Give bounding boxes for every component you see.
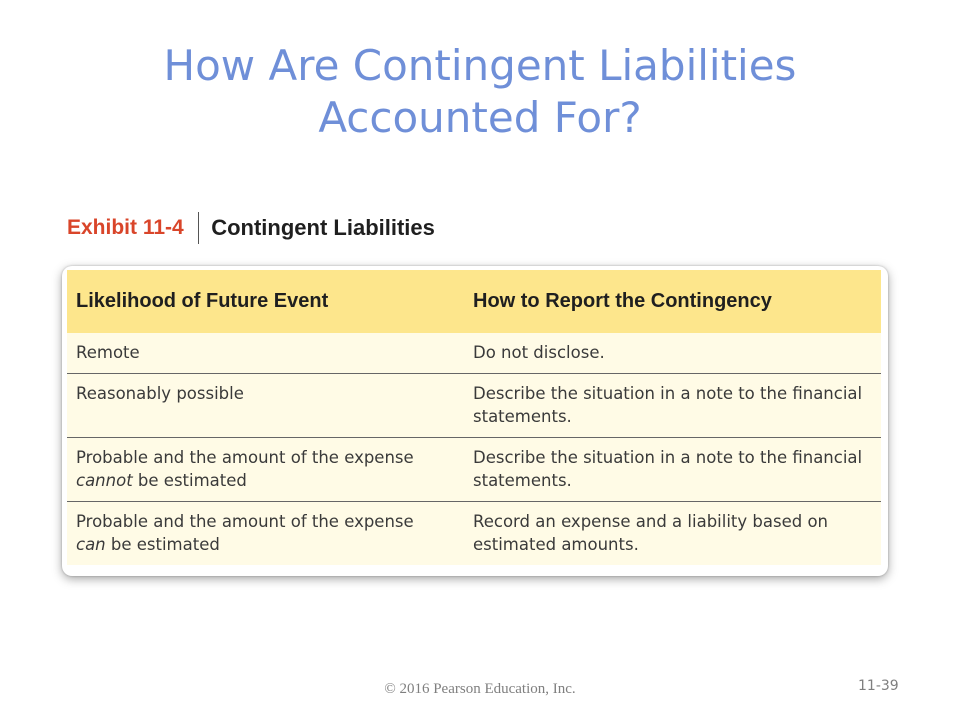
likelihood-cell [67, 502, 464, 566]
report-cell: Record an expense and a liability based on estimated amounts. [473, 512, 828, 554]
likelihood-text: Reasonably possible [76, 384, 244, 403]
table-row [67, 502, 881, 566]
slide-title-line-2: Accounted For? [318, 93, 642, 142]
likelihood-text: Probable and the amount of the expense [76, 512, 414, 531]
page-number: 11-39 [858, 678, 899, 694]
likelihood-emphasis: cannot [76, 471, 133, 490]
exhibit-label: Exhibit 11-4 [67, 216, 184, 239]
likelihood-emphasis: can [76, 535, 106, 554]
likelihood-tail: be estimated [132, 471, 247, 490]
likelihood-tail: be estimated [105, 535, 220, 554]
slide-title-line-1: How Are Contingent Liabilities [163, 41, 797, 90]
report-cell: Describe the situation in a note to the financial statements. [464, 438, 881, 502]
report-cell: Describe the situation in a note to the financial statements. [464, 374, 881, 438]
exhibit-divider [198, 212, 200, 244]
copyright-notice: © 2016 Pearson Education, Inc. [384, 681, 576, 697]
likelihood-text: Probable and the amount of the expense [76, 448, 414, 467]
table-row [67, 333, 881, 374]
likelihood-text: Remote [76, 343, 140, 362]
likelihood-cell [67, 374, 464, 438]
likelihood-cell [67, 438, 464, 502]
table-row [67, 374, 881, 438]
table-row [67, 438, 881, 502]
report-cell: Do not disclose. [464, 333, 881, 374]
contingent-liabilities-table [67, 270, 881, 565]
exhibit-header [67, 210, 435, 246]
header-likelihood: Likelihood of Future Event [67, 270, 464, 333]
likelihood-cell [67, 333, 464, 374]
table-header-row [67, 270, 881, 333]
exhibit-title: Contingent Liabilities [211, 215, 435, 240]
header-report: How to Report the Contingency [464, 270, 881, 333]
slide-title [0, 40, 960, 144]
